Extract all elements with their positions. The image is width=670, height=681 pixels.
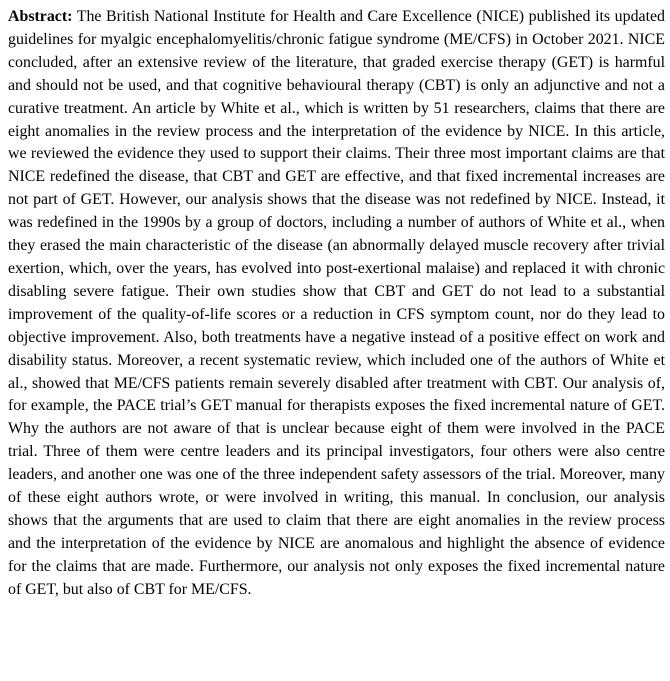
abstract-label: Abstract:	[8, 8, 73, 25]
abstract-text: The British National Institute for Health and Care Excellence (NICE) published its updated guidelines for myalgic encephalomyelitis/chronic fatigue syndrome (ME/CFS) in October 2021. NICE concluded, after an extensive review of the literature, that graded exercise therapy (GET) is harmful and should not be used, and that cognitive behavioural therapy (CBT) is only an adjunctive and not a curative treatment. An article by White et al., which is written by 51 researchers, claims that there are eight anomalies in the review process and the interpretation of the evidence by NICE. In this article, we reviewed the evidence they used to support their claims. Their three most important claims are that NICE redefined the disease, that CBT and GET are effective, and that fixed incremental increases are not part of GET. However, our analysis shows that the disease was not redefined by NICE. Instead, it was redefined in the 1990s by a group of doctors, including a number of authors of White et al., when they erased the main characteristic of the disease (an abnormally delayed muscle recovery after trivial exertion, which, over the years, has evolved into post-exertional malaise) and replaced it with chronic disabling severe fatigue. Their own studies show that CBT and GET do not lead to a substantial improvement of the quality-of-life scores or a reduction in CFS symptom count, nor do they lead to objective improvement. Also, both treatments have a negative instead of a positive effect on work and disability status. Moreover, a recent systematic review, which included one of the authors of White et al., showed that ME/CFS patients remain severely disabled after treatment with CBT. Our analysis of, for example, the PACE trial’s GET manual for therapists exposes the fixed incremental nature of GET. Why the authors are not aware of that is unclear because eight of them were involved in the PACE trial. Three of them were centre leaders and its principal investigators, four others were also centre leaders, and another one was one of the three independent safety assessors of the trial. Moreover, many of these eight authors wrote, or were involved in writing, this manual. In conclusion, our analysis shows that the arguments that are used to claim that there are eight anomalies in the review process and the interpretation of the evidence by NICE are anomalous and highlight the absence of evidence for the claims that are made. Furthermore, our analysis not only exposes the fixed incremental nature of GET, but also of CBT for ME/CFS.	[8, 8, 665, 598]
abstract-paragraph	[8, 6, 665, 602]
